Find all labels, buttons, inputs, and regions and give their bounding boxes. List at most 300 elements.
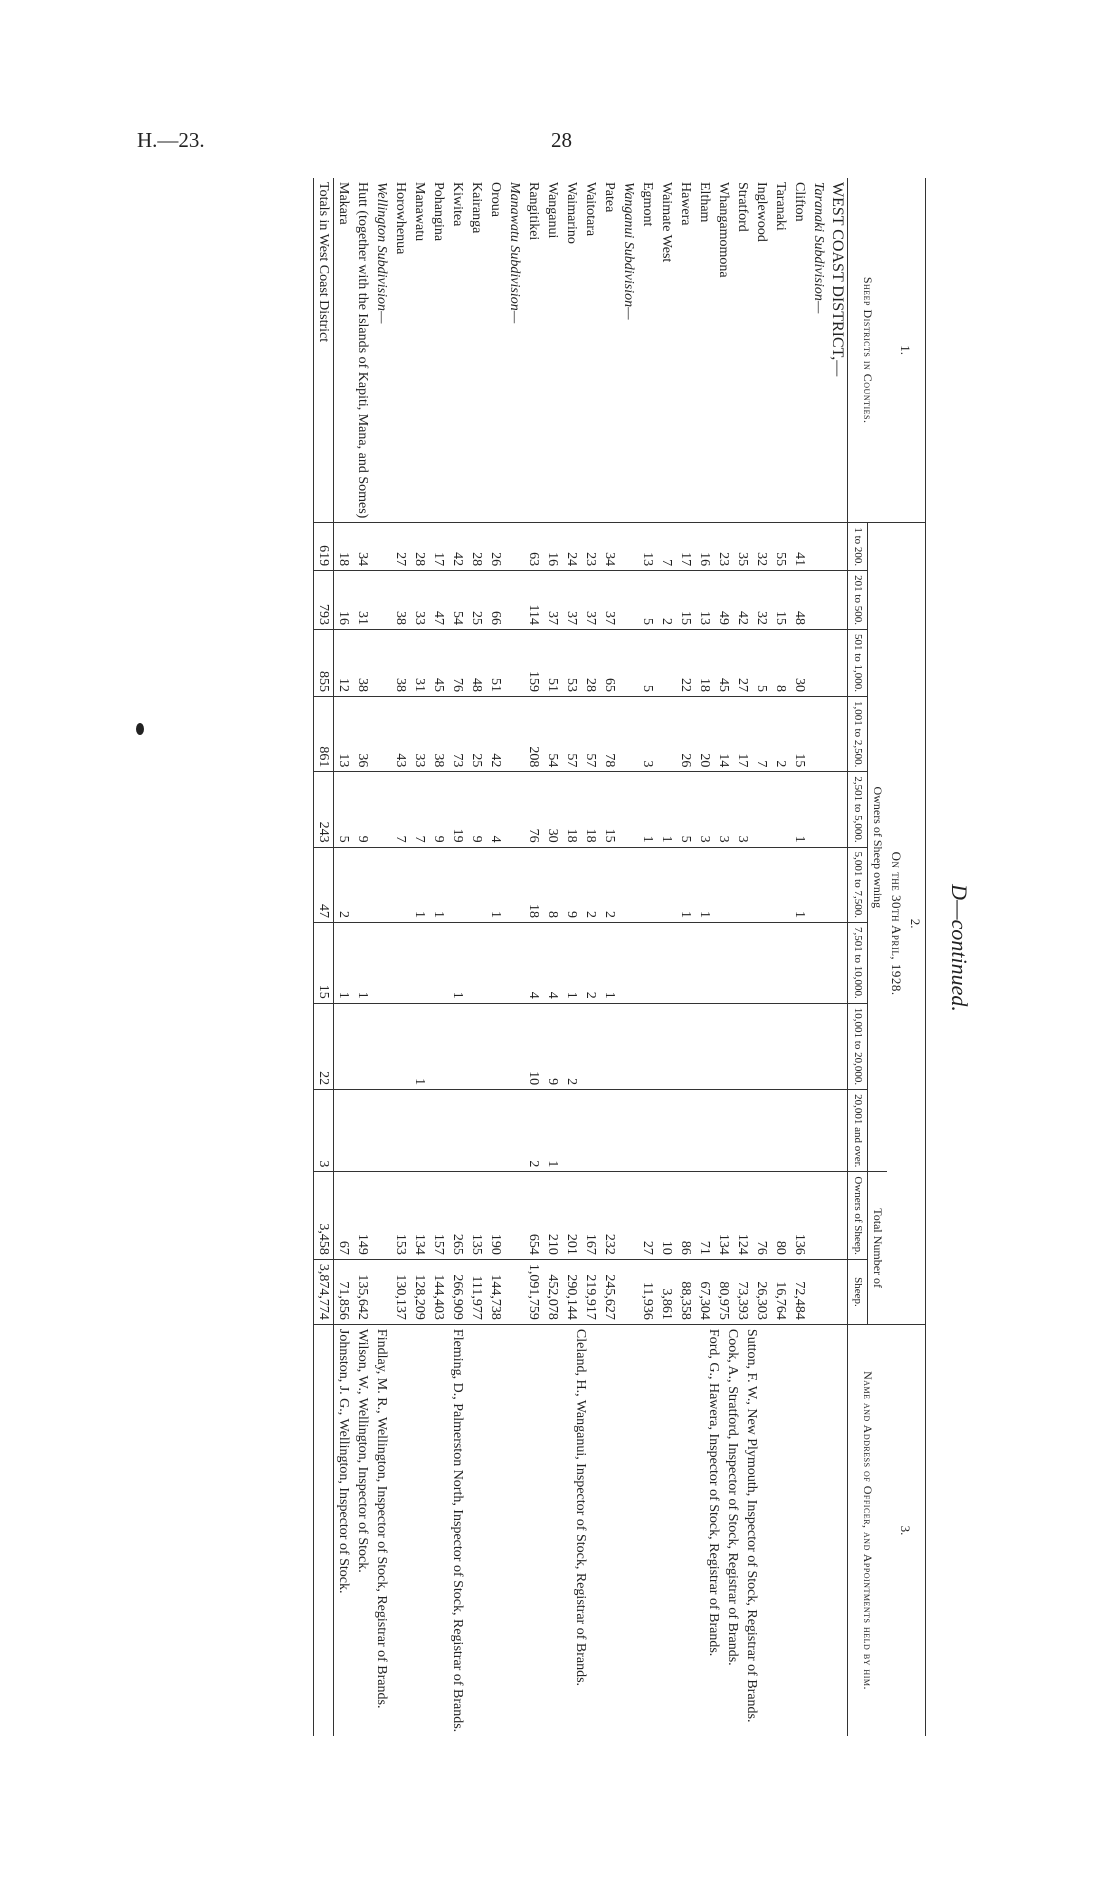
county-name: Rangitikei — [526, 182, 541, 241]
total-count: 15 — [314, 922, 334, 1003]
owner-count: 2 — [600, 847, 619, 922]
owner-count: 25 — [467, 571, 486, 630]
totals-label: Totals in West Coast District — [316, 182, 331, 343]
owner-count: 30 — [790, 629, 809, 696]
owner-count: 24 — [562, 523, 581, 571]
owner-count — [581, 1003, 600, 1089]
empty-cell — [505, 629, 524, 696]
owner-count: 34 — [600, 523, 619, 571]
owner-count: 2 — [771, 697, 790, 772]
total-owners: 86 — [676, 1172, 695, 1260]
owner-count — [790, 1003, 809, 1089]
owner-count — [448, 1003, 467, 1089]
owner-count — [486, 1003, 505, 1089]
owner-count: 65 — [600, 629, 619, 696]
owner-count: 10 — [524, 1003, 543, 1089]
owner-count: 28 — [581, 629, 600, 696]
owner-count: 38 — [391, 629, 410, 696]
officer-entry: Findlay, M. R., Wellington, Inspector of Stock, Registrar of Brands. — [374, 1328, 389, 1709]
empty-cell — [505, 1090, 524, 1172]
owner-count: 28 — [410, 523, 429, 571]
owner-count: 37 — [581, 571, 600, 630]
owner-count — [429, 922, 448, 1003]
empty-cell — [505, 1259, 524, 1324]
owner-count: 18 — [334, 523, 354, 571]
total-owners: 210 — [543, 1172, 562, 1260]
totals-row — [314, 178, 334, 1736]
empty-cell — [372, 629, 391, 696]
empty-cell — [372, 922, 391, 1003]
owner-count: 38 — [391, 571, 410, 630]
empty-cell — [828, 1003, 848, 1089]
owner-count: 3 — [714, 772, 733, 847]
district-name: WEST COAST DISTRICT,— — [829, 182, 846, 377]
empty-cell — [809, 1003, 828, 1089]
total-owners: 134 — [714, 1172, 733, 1260]
owner-count — [581, 1090, 600, 1172]
owner-count: 1 — [600, 922, 619, 1003]
owner-count — [733, 847, 752, 922]
owner-count: 48 — [467, 629, 486, 696]
total-sheep: 88,358 — [676, 1259, 695, 1324]
owner-count: 16 — [543, 523, 562, 571]
grand-total-sheep: 3,874,774 — [314, 1259, 334, 1324]
empty-cell — [828, 629, 848, 696]
total-sheep: 26,303 — [752, 1259, 771, 1324]
range-header: 1,001 to 2,500. — [848, 697, 868, 772]
empty-cell — [505, 523, 524, 571]
empty-cell — [828, 697, 848, 772]
owner-count: 13 — [638, 523, 657, 571]
subdivision-row — [372, 178, 391, 1736]
empty-cell — [372, 1003, 391, 1089]
empty-cell — [809, 523, 828, 571]
total-owners: 232 — [600, 1172, 619, 1260]
empty-cell — [505, 1172, 524, 1260]
total-sheep: 72,484 — [790, 1259, 809, 1324]
owner-count: 15 — [771, 571, 790, 630]
total-sheep: 290,144 — [562, 1259, 581, 1324]
empty-cell — [619, 847, 638, 922]
col-number-2 — [887, 523, 926, 1325]
total-owners: 71 — [695, 1172, 714, 1260]
owner-count: 1 — [676, 847, 695, 922]
empty-cell — [828, 772, 848, 847]
owner-count: 15 — [676, 571, 695, 630]
owner-count: 7 — [657, 523, 676, 571]
empty-cell — [619, 1090, 638, 1172]
county-name: Hawera — [678, 182, 693, 226]
empty-cell — [809, 629, 828, 696]
range-header: 10,001 to 20,000. — [848, 1003, 868, 1089]
owner-count — [752, 847, 771, 922]
owner-count: 3 — [638, 697, 657, 772]
empty-cell — [619, 772, 638, 847]
owner-count — [353, 1003, 372, 1089]
total-group-header: Total Number of — [868, 1172, 888, 1325]
owner-count — [752, 1090, 771, 1172]
owner-count — [391, 1003, 410, 1089]
empty-cell — [619, 523, 638, 571]
owner-count — [486, 1090, 505, 1172]
owner-count — [714, 1003, 733, 1089]
empty-cell — [828, 1259, 848, 1324]
owner-count: 36 — [353, 697, 372, 772]
owner-count: 27 — [733, 629, 752, 696]
owner-count — [638, 922, 657, 1003]
owner-count — [657, 697, 676, 772]
owner-count: 2 — [581, 847, 600, 922]
owner-count: 63 — [524, 523, 543, 571]
col-number-3: 3. — [887, 1324, 926, 1736]
owner-count — [429, 1090, 448, 1172]
owner-count — [695, 922, 714, 1003]
owner-count: 18 — [581, 772, 600, 847]
owner-count: 7 — [752, 697, 771, 772]
owner-count — [752, 772, 771, 847]
owner-count: 27 — [391, 523, 410, 571]
owner-count — [353, 847, 372, 922]
owner-count: 13 — [695, 571, 714, 630]
total-count: 3 — [314, 1090, 334, 1172]
owner-count: 9 — [467, 772, 486, 847]
districts-header: Sheep Districts in Counties. — [861, 276, 875, 424]
total-owners: 190 — [486, 1172, 505, 1260]
owner-count: 2 — [524, 1090, 543, 1172]
range-header: 2,501 to 5,000. — [848, 772, 868, 847]
owner-count — [790, 1090, 809, 1172]
owner-count: 17 — [429, 523, 448, 571]
col-number-1: 1. — [898, 345, 914, 356]
owner-count: 14 — [714, 697, 733, 772]
owner-count: 78 — [600, 697, 619, 772]
owner-count: 4 — [486, 772, 505, 847]
empty-cell — [505, 922, 524, 1003]
empty-cell — [828, 1090, 848, 1172]
total-sheep: 1,091,759 — [524, 1259, 543, 1324]
county-name: Whangamomona — [716, 182, 731, 278]
district-row — [828, 178, 848, 1736]
owner-count: 9 — [353, 772, 372, 847]
range-header: 20,001 and over. — [848, 1090, 868, 1172]
owner-count — [733, 1003, 752, 1089]
owner-count: 26 — [486, 523, 505, 571]
owner-count — [467, 847, 486, 922]
owner-count — [752, 922, 771, 1003]
owner-count: 57 — [562, 697, 581, 772]
owner-count — [600, 1090, 619, 1172]
owner-count: 47 — [429, 571, 448, 630]
owner-count: 1 — [486, 847, 505, 922]
total-count: 855 — [314, 629, 334, 696]
county-name: Stratford — [735, 182, 750, 232]
owner-count: 76 — [448, 629, 467, 696]
empty-cell — [619, 629, 638, 696]
owner-count: 54 — [448, 571, 467, 630]
officer-entry: Ford, G., Hawera, Inspector of Stock, Registrar of Brands. — [706, 1328, 722, 1657]
total-owners: 153 — [391, 1172, 410, 1260]
total-sheep: 67,304 — [695, 1259, 714, 1324]
owner-count: 5 — [676, 772, 695, 847]
total-count: 22 — [314, 1003, 334, 1089]
owner-count: 19 — [448, 772, 467, 847]
officer-entry: Wilson, W., Wellington, Inspector of Stock. — [355, 1328, 370, 1573]
officer-cell — [638, 1324, 828, 1736]
officer-cell — [334, 1324, 392, 1736]
county-name: Eltham — [697, 182, 712, 223]
owner-count: 1 — [695, 847, 714, 922]
owner-count: 4 — [543, 922, 562, 1003]
owner-count — [676, 1090, 695, 1172]
owner-count — [657, 629, 676, 696]
col-number-2-label: 2. — [908, 918, 923, 929]
total-count: 47 — [314, 847, 334, 922]
officer-entry: Sutton, F. W., New Plymouth, Inspector of Stock, Registrar of Brands. — [744, 1328, 760, 1723]
ink-dot — [136, 723, 144, 735]
owner-count — [657, 1090, 676, 1172]
owner-count: 37 — [562, 571, 581, 630]
empty-cell — [372, 571, 391, 630]
owner-count: 23 — [581, 523, 600, 571]
county-name: Waimate West — [659, 182, 674, 263]
owner-count — [771, 847, 790, 922]
total-owners: 157 — [429, 1172, 448, 1260]
empty-cell — [809, 571, 828, 630]
owner-count: 5 — [638, 571, 657, 630]
owner-count — [353, 1090, 372, 1172]
empty-cell — [372, 1090, 391, 1172]
owner-count — [600, 1003, 619, 1089]
officer-cell — [391, 1324, 524, 1736]
owner-count: 53 — [562, 629, 581, 696]
owner-count: 1 — [657, 772, 676, 847]
owner-count: 32 — [752, 571, 771, 630]
owner-count — [334, 1090, 354, 1172]
owner-count: 5 — [752, 629, 771, 696]
county-name: Waimarino — [564, 182, 579, 244]
owner-count: 15 — [790, 697, 809, 772]
empty-cell — [619, 571, 638, 630]
subdivision-name: Wellington Subdivision— — [374, 182, 389, 324]
owner-count: 1 — [448, 922, 467, 1003]
owner-count: 1 — [638, 772, 657, 847]
empty-cell — [372, 1259, 391, 1324]
owner-count — [467, 922, 486, 1003]
owner-count: 208 — [524, 697, 543, 772]
owner-count: 2 — [334, 847, 354, 922]
owner-count: 114 — [524, 571, 543, 630]
owner-count: 17 — [676, 523, 695, 571]
owner-count — [391, 847, 410, 922]
county-name: Horowhenua — [393, 182, 408, 255]
total-sheep: 245,627 — [600, 1259, 619, 1324]
owner-count: 13 — [334, 697, 354, 772]
owner-count: 1 — [410, 1003, 429, 1089]
owner-count — [733, 922, 752, 1003]
owner-count — [334, 1003, 354, 1089]
empty-cell — [809, 922, 828, 1003]
owner-count: 31 — [353, 571, 372, 630]
owner-count — [429, 1003, 448, 1089]
owner-count: 73 — [448, 697, 467, 772]
owner-count: 55 — [771, 523, 790, 571]
owner-count: 8 — [771, 629, 790, 696]
owner-count: 18 — [562, 772, 581, 847]
owner-count: 25 — [467, 697, 486, 772]
owner-count: 23 — [714, 523, 733, 571]
total-owners: 134 — [410, 1172, 429, 1260]
date-header: On the 30th April, 1928. — [889, 851, 904, 996]
owner-count: 34 — [353, 523, 372, 571]
empty-cell — [314, 1324, 334, 1736]
officer-entry: Johnston, J. G., Wellington, Inspector of Stock. — [336, 1328, 351, 1594]
total-owners: 135 — [467, 1172, 486, 1260]
sheep-header: Sheep. — [848, 1259, 868, 1324]
owner-count: 37 — [543, 571, 562, 630]
owner-count: 33 — [410, 571, 429, 630]
owner-count: 38 — [353, 629, 372, 696]
owner-count: 28 — [467, 523, 486, 571]
county-name: Wanganui — [545, 182, 560, 239]
owner-count: 51 — [486, 629, 505, 696]
owner-count: 32 — [752, 523, 771, 571]
empty-cell — [828, 922, 848, 1003]
sheep-owners-table — [313, 178, 926, 1736]
range-header: 201 to 500. — [848, 571, 868, 630]
total-sheep: 16,764 — [771, 1259, 790, 1324]
owner-count: 42 — [448, 523, 467, 571]
owner-count — [790, 922, 809, 1003]
owner-count: 2 — [581, 922, 600, 1003]
owner-count: 54 — [543, 697, 562, 772]
owner-count: 9 — [429, 772, 448, 847]
owner-count: 42 — [733, 571, 752, 630]
owner-count — [657, 847, 676, 922]
empty-cell — [809, 1090, 828, 1172]
empty-cell — [809, 1172, 828, 1260]
officer-entry: Cleland, H., Wanganui, Inspector of Stock, Registrar of Brands. — [573, 1328, 589, 1687]
owner-count — [657, 922, 676, 1003]
owner-count — [486, 922, 505, 1003]
total-owners: 27 — [638, 1172, 657, 1260]
empty-cell — [809, 697, 828, 772]
owner-count — [733, 1090, 752, 1172]
owner-count: 2 — [562, 1003, 581, 1089]
owner-count — [448, 847, 467, 922]
owner-count — [638, 1090, 657, 1172]
owner-count — [467, 1090, 486, 1172]
owner-count — [771, 922, 790, 1003]
county-name: Waitotara — [583, 182, 598, 237]
owner-count: 41 — [790, 523, 809, 571]
owner-count: 1 — [790, 772, 809, 847]
owner-count — [771, 772, 790, 847]
empty-cell — [619, 1259, 638, 1324]
owner-count: 16 — [695, 523, 714, 571]
owner-count: 17 — [733, 697, 752, 772]
owner-count: 43 — [391, 697, 410, 772]
total-count: 861 — [314, 697, 334, 772]
owner-count — [657, 1003, 676, 1089]
owner-count: 48 — [790, 571, 809, 630]
page-reference: H.—23. — [137, 128, 205, 152]
county-name: Oroua — [488, 182, 503, 217]
owner-count: 26 — [676, 697, 695, 772]
owner-count: 57 — [581, 697, 600, 772]
owner-count: 66 — [486, 571, 505, 630]
owner-count — [695, 1090, 714, 1172]
total-sheep: 128,209 — [410, 1259, 429, 1324]
total-owners: 136 — [790, 1172, 809, 1260]
owner-count: 1 — [334, 922, 354, 1003]
owner-count: 5 — [334, 772, 354, 847]
range-header: 7,501 to 10,000. — [848, 922, 868, 1003]
total-count: 243 — [314, 772, 334, 847]
owner-count: 45 — [429, 629, 448, 696]
empty-cell — [809, 772, 828, 847]
county-name: Inglewood — [754, 182, 769, 242]
total-owners: 167 — [581, 1172, 600, 1260]
owner-count: 7 — [410, 772, 429, 847]
owners-group-header: Owners of Sheep owning — [868, 523, 888, 1172]
owner-count: 45 — [714, 629, 733, 696]
total-sheep: 219,917 — [581, 1259, 600, 1324]
owner-count: 20 — [695, 697, 714, 772]
officer-entry: Fleming, D., Palmerston North, Inspector of Stock, Registrar of Brands. — [450, 1328, 465, 1733]
empty-cell — [372, 697, 391, 772]
owner-count — [467, 1003, 486, 1089]
county-name: Manawatu — [412, 182, 427, 242]
total-owners: 80 — [771, 1172, 790, 1260]
empty-cell — [505, 1003, 524, 1089]
total-sheep: 71,856 — [334, 1259, 354, 1324]
county-name: Clifton — [792, 182, 807, 222]
county-name: Hutt (together with the Islands of Kapiti, Mana, and Somes) — [355, 182, 370, 519]
owner-count — [714, 922, 733, 1003]
table-heading: D—continued. — [947, 884, 972, 1012]
officer-entry: Cook, A., Stratford, Inspector of Stock, Registrar of Brands. — [725, 1328, 741, 1666]
total-sheep: 3,861 — [657, 1259, 676, 1324]
subdivision-row — [619, 178, 638, 1736]
owner-count — [391, 922, 410, 1003]
empty-cell — [505, 697, 524, 772]
owner-count: 35 — [733, 523, 752, 571]
total-owners: 149 — [353, 1172, 372, 1260]
total-sheep: 11,936 — [638, 1259, 657, 1324]
county-name: Taranaki — [773, 182, 788, 231]
total-count: 793 — [314, 571, 334, 630]
owner-count — [562, 1090, 581, 1172]
empty-cell — [372, 847, 391, 922]
subdivision-name: Manawatu Subdivision— — [507, 182, 522, 324]
total-owners: 76 — [752, 1172, 771, 1260]
empty-cell — [505, 571, 524, 630]
owner-count: 9 — [562, 847, 581, 922]
owner-count: 18 — [695, 629, 714, 696]
subdivision-name: Wanganui Subdivision— — [621, 182, 636, 320]
county-name: Egmont — [640, 182, 655, 227]
total-sheep: 111,977 — [467, 1259, 486, 1324]
owner-count — [714, 847, 733, 922]
total-sheep: 135,642 — [353, 1259, 372, 1324]
owner-count: 30 — [543, 772, 562, 847]
rotated-table-area — [180, 178, 980, 1733]
owner-count — [771, 1003, 790, 1089]
owner-count: 31 — [410, 629, 429, 696]
owner-count: 1 — [410, 847, 429, 922]
empty-cell — [809, 1259, 828, 1324]
officer-header: Name and Address of Officer, and Appointments held by him. — [848, 1324, 888, 1736]
